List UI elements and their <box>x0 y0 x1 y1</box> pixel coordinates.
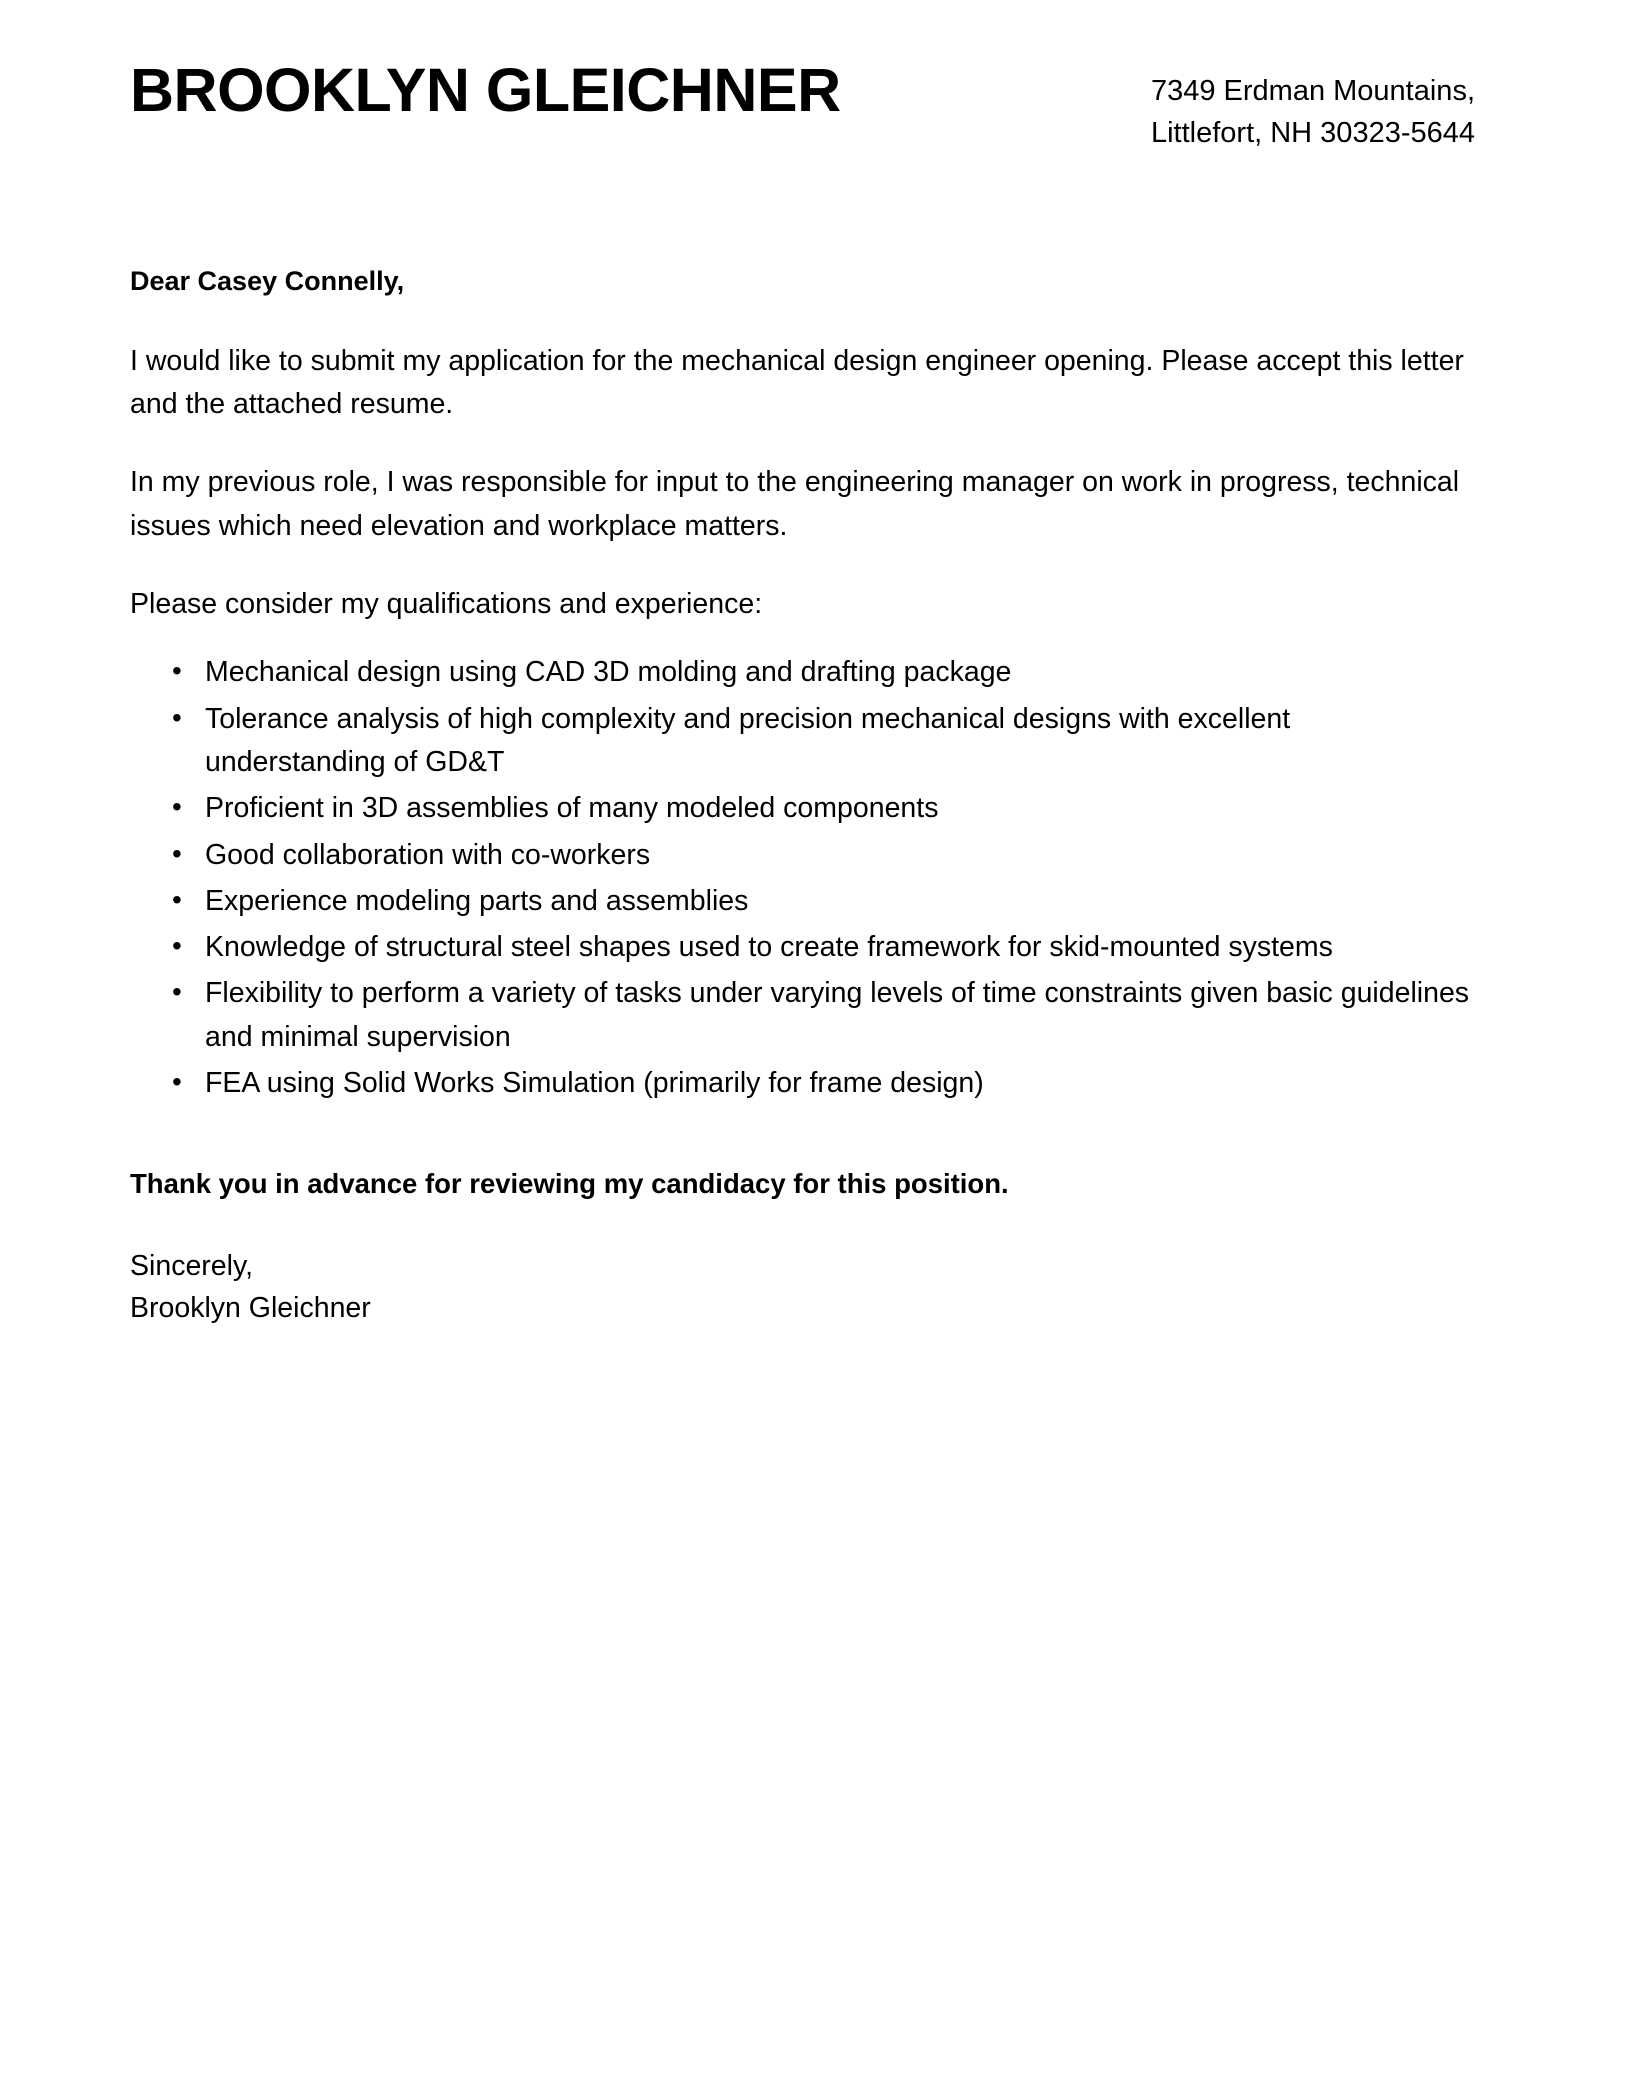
address-line-2: Littlefort, NH 30323-5644 <box>1150 117 1475 150</box>
list-item: • Experience modeling parts and assemblies <box>172 880 1475 923</box>
body-paragraph-1: I would like to submit my application for the mechanical design engineer opening. Please accept this letter and the attached resume. <box>130 344 1464 420</box>
qualifications-list <box>130 651 1475 1105</box>
list-item: • Mechanical design using CAD 3D molding and drafting package <box>172 651 1475 694</box>
qualifications-intro: Please consider my qualifications and experience: <box>130 587 763 620</box>
list-item: • FEA using Solid Works Simulation (primarily for frame design) <box>172 1062 1475 1105</box>
signature-name: Brooklyn Gleichner <box>130 1292 371 1325</box>
letter-body <box>130 261 1475 1330</box>
salutation: Dear Casey Connelly, <box>130 265 405 296</box>
letter-content <box>130 0 1475 1330</box>
page-title: BROOKLYN GLEICHNER <box>130 56 841 124</box>
letterhead <box>130 0 1475 155</box>
list-item: • Knowledge of structural steel shapes used to create framework for skid-mounted systems <box>172 926 1475 969</box>
closing-statement: Thank you in advance for reviewing my candidacy for this position. <box>130 1168 1009 1200</box>
signoff: Sincerely, <box>130 1250 254 1283</box>
list-item: • Good collaboration with co-workers <box>172 834 1475 877</box>
list-item: • Proficient in 3D assemblies of many modeled components <box>172 787 1475 830</box>
list-item: • Flexibility to perform a variety of tasks under varying levels of time constraints given basic guidelines and minimal supervision <box>172 972 1475 1059</box>
body-paragraph-2: In my previous role, I was responsible for input to the engineering manager on work in progress, technical issues which need elevation and workplace matters. <box>130 466 1460 542</box>
signature-block <box>130 1245 1475 1329</box>
address-line-1: 7349 Erdman Mountains, <box>1150 75 1475 107</box>
sender-address <box>1151 58 1475 155</box>
list-item: • Tolerance analysis of high complexity and precision mechanical designs with excellent understanding of GD&T <box>172 698 1475 785</box>
